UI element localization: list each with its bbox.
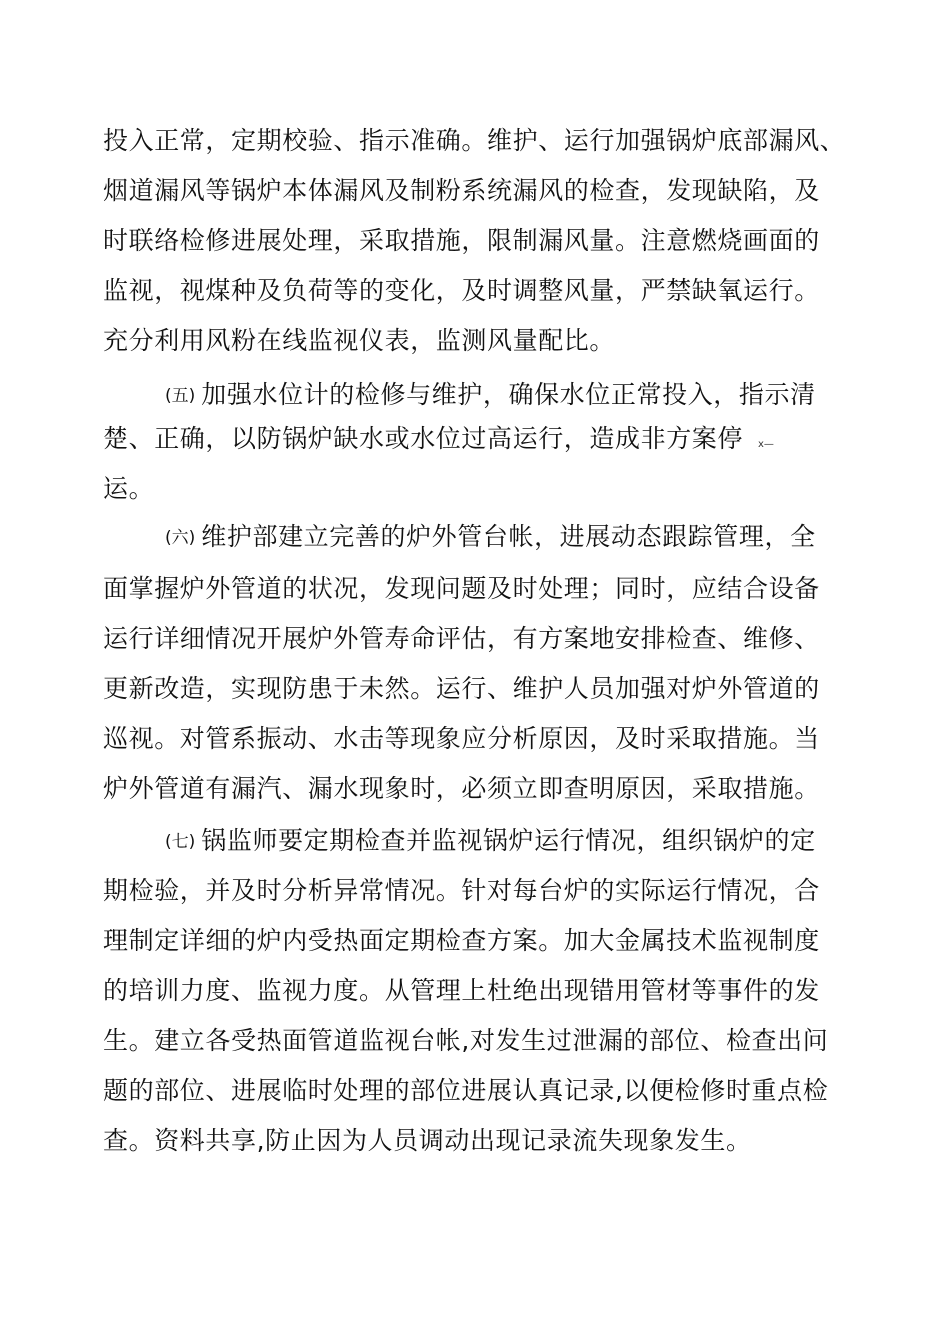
paragraph-6-marker: (六)	[165, 528, 196, 548]
paragraph-line-text: 维护部建立完善的炉外管台帐，进展动态跟踪管理，全	[201, 522, 816, 551]
paragraph-line: 运。	[103, 474, 155, 503]
paragraph-5-marker: (五)	[165, 386, 196, 406]
paragraph-line: 时联络检修进展处理，采取措施，限制漏风量。注意燃烧画面的	[103, 226, 820, 255]
paragraph-line: 的培训力度、监视力度。从管理上杜绝出现错用管材等事件的发	[103, 976, 820, 1005]
paragraph-line-text: 锅监师要定期检查并监视锅炉运行情况，组织锅炉的定	[201, 826, 816, 855]
paragraph-5-first-line	[165, 380, 816, 411]
paragraph-line: 生。建立各受热面管道监视台帐,对发生过泄漏的部位、检查出问	[103, 1026, 829, 1055]
paragraph-line: 巡视。对管系振动、水击等现象应分析原因，及时采取措施。当	[103, 724, 820, 753]
paragraph-line: 更新改造，实现防患于未然。运行、维护人员加强对炉外管道的	[103, 674, 820, 703]
paragraph-7-first-line	[165, 826, 816, 857]
paragraph-line: 期检验，并及时分析异常情况。针对每台炉的实际运行情况，合	[103, 876, 820, 905]
paragraph-line: 炉外管道有漏汽、漏水现象时，必须立即查明原因，采取措施。	[103, 774, 820, 803]
paragraph-line: 监视，视煤种及负荷等的变化，及时调整风量，严禁缺氧运行。	[103, 276, 820, 305]
paragraph-6-first-line	[165, 522, 816, 553]
paragraph-7-marker: (七)	[165, 832, 196, 852]
paragraph-line-text: 加强水位计的检修与维护，确保水位正常投入，指示清	[201, 380, 816, 409]
margin-mark: x—	[758, 439, 774, 450]
paragraph-line: 投入正常，定期校验、指示准确。维护、运行加强锅炉底部漏风、	[103, 126, 846, 155]
paragraph-line: 理制定详细的炉内受热面定期检查方案。加大金属技术监视制度	[103, 926, 820, 955]
paragraph-line: 楚、正确，以防锅炉缺水或水位过高运行，造成非方案停	[103, 424, 744, 453]
paragraph-line: 查。资料共享,防止因为人员调动出现记录流失现象发生。	[103, 1126, 752, 1155]
paragraph-line: 题的部位、进展临时处理的部位进展认真记录,以便检修时重点检	[103, 1076, 829, 1105]
paragraph-line: 面掌握炉外管道的状况，发现问题及时处理；同时，应结合设备	[103, 574, 820, 603]
paragraph-line: 运行详细情况开展炉外管寿命评估，有方案地安排检查、维修、	[103, 624, 820, 653]
paragraph-line: 烟道漏风等锅炉本体漏风及制粉系统漏风的检查，发现缺陷，及	[103, 176, 820, 205]
paragraph-line: 充分利用风粉在线监视仪表，监测风量配比。	[103, 326, 616, 355]
